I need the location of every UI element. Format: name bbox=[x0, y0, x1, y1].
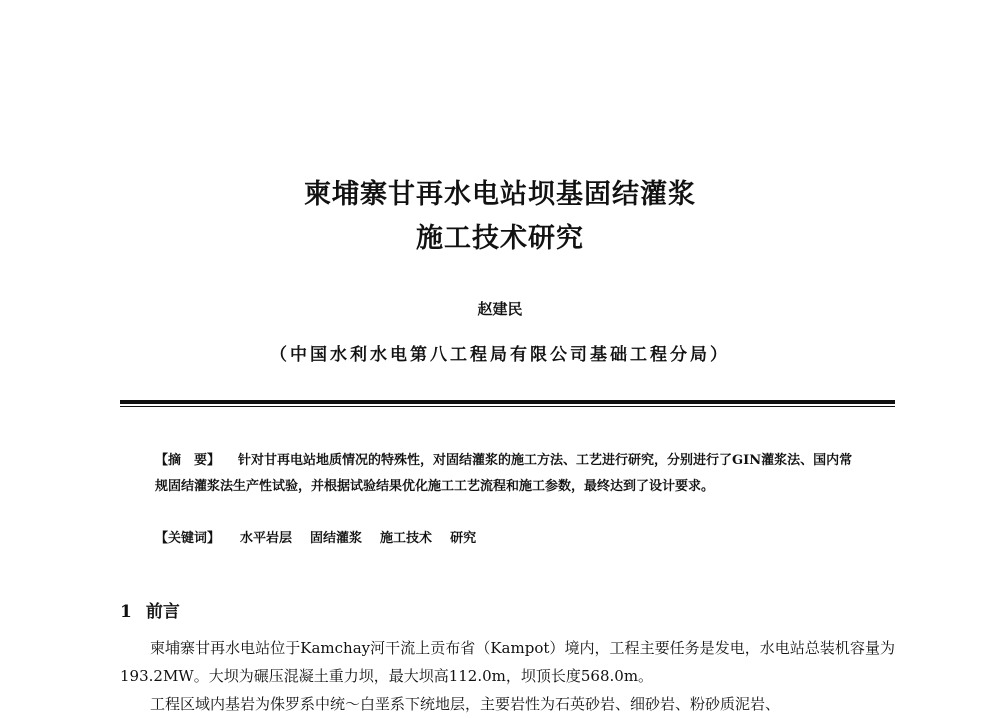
keyword: 固结灌浆 bbox=[310, 531, 363, 546]
keywords-label: 【关键词】 bbox=[155, 531, 221, 546]
keywords bbox=[155, 528, 865, 550]
author-name: 赵建民 bbox=[477, 300, 523, 318]
paper-title-line2: 施工技术研究 bbox=[416, 223, 584, 254]
abstract-label: 【摘 要】 bbox=[155, 453, 221, 468]
keyword: 研究 bbox=[450, 531, 477, 546]
section-heading bbox=[120, 597, 180, 622]
abstract bbox=[155, 448, 865, 500]
paragraph: 工程区域内基岩为侏罗系中统～白垩系下统地层，主要岩性为石英砂岩、细砂岩、粉砂质泥岩、 bbox=[150, 695, 781, 713]
header-rule-thin bbox=[120, 406, 895, 407]
abstract-text: 针对甘再电站地质情况的特殊性，对固结灌浆的施工方法、工艺进行研究，分别进行了GIN灌浆法、国内常规固结灌浆法生产性试验，并根据试验结果优化施工工艺流程和施工参数，最终达到了设计要求。 bbox=[155, 453, 853, 494]
author-affiliation: （中国水利水电第八工程局有限公司基础工程分局） bbox=[270, 345, 730, 365]
paragraph: 柬埔寨甘再水电站位于Kamchay河干流上贡布省（Kampot）境内，工程主要任务是发电，水电站总装机容量为193.2MW。大坝为碾压混凝土重力坝，最大坝高112.0m，坝顶长度568.0m。 bbox=[120, 639, 895, 685]
section-title: 前言 bbox=[145, 602, 180, 622]
header-rule-thick bbox=[120, 400, 895, 404]
body-text bbox=[120, 634, 895, 718]
keyword: 施工技术 bbox=[380, 531, 433, 546]
keyword: 水平岩层 bbox=[240, 531, 293, 546]
section-number: 1 bbox=[120, 602, 132, 622]
paper-title-line1: 柬埔寨甘再水电站坝基固结灌浆 bbox=[304, 179, 696, 210]
